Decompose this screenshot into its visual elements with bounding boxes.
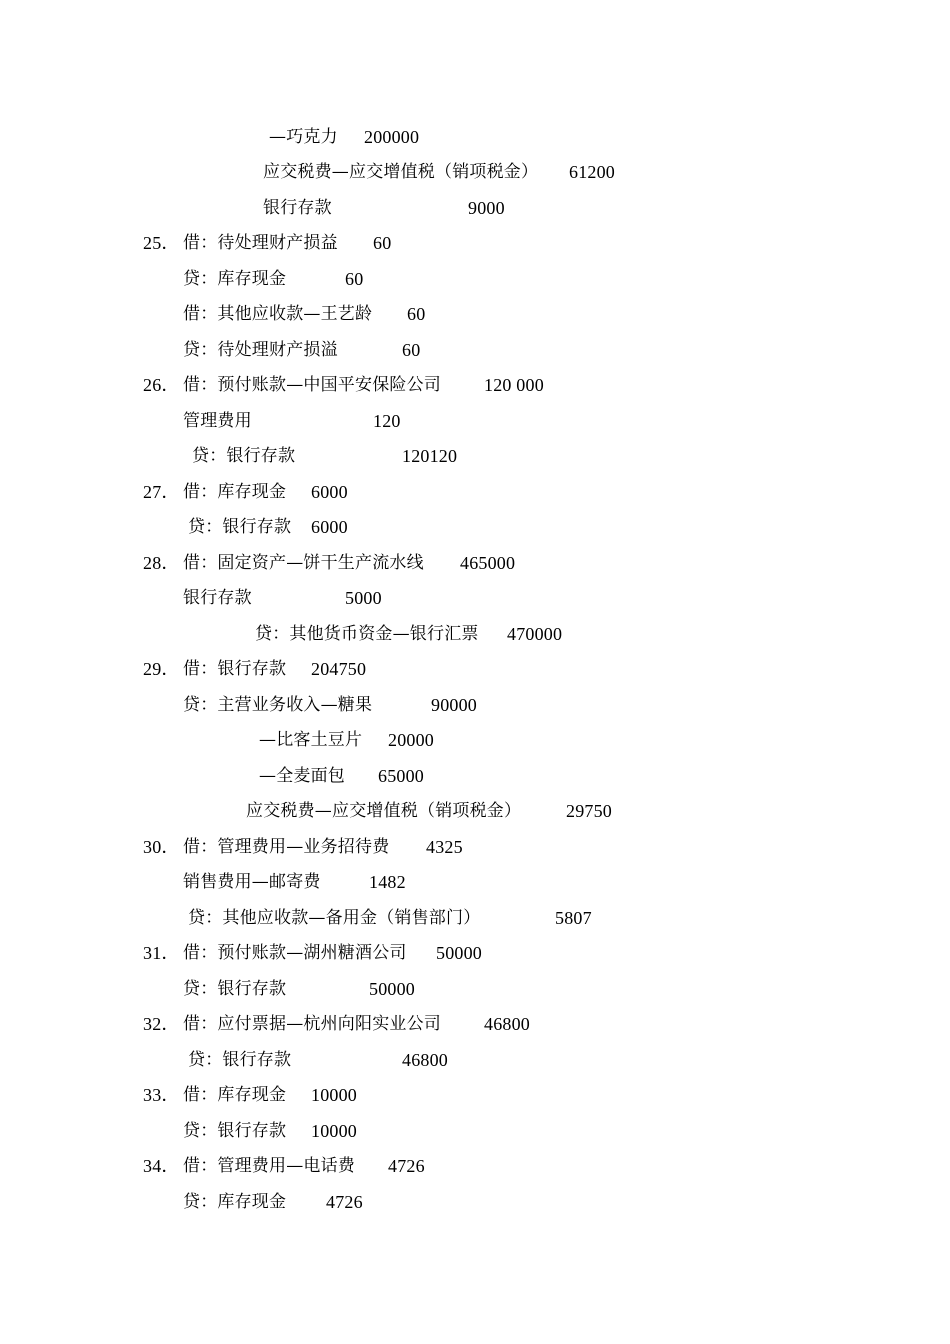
- entry-line: [269, 126, 338, 148]
- entry-text: 贷：银行存款: [183, 979, 287, 999]
- entry-amount: 465000: [460, 553, 516, 573]
- entry-amount: 200000: [364, 127, 420, 147]
- entry-amount: 120 000: [484, 375, 544, 395]
- entry-text: 借：管理费用—电话费: [183, 1156, 355, 1176]
- entry-amount: 1482: [369, 872, 406, 892]
- entry-amount: 4726: [326, 1192, 363, 1212]
- entry-number: 33．: [143, 1085, 180, 1105]
- entry-amount: 50000: [369, 979, 415, 999]
- entry-amount: 60: [345, 269, 364, 289]
- entry-number: 34．: [143, 1156, 180, 1176]
- entry-number: 30．: [143, 837, 180, 857]
- entry-amount: 120: [373, 411, 401, 431]
- entry-text: 借：其他应收款—王艺龄: [183, 304, 373, 324]
- entry-amount: 90000: [431, 695, 477, 715]
- entry-text: 借：银行存款: [183, 659, 287, 679]
- entry-amount: 60: [407, 304, 426, 324]
- entry-amount: 120120: [402, 446, 458, 466]
- entry-number: 32．: [143, 1014, 180, 1034]
- entry-text: 贷：银行存款: [192, 446, 296, 466]
- entry-text: 贷：待处理财产损溢: [183, 340, 338, 360]
- entry-text: 应交税费—应交增值税（销项税金）: [246, 801, 522, 821]
- entry-amount: 60: [402, 340, 421, 360]
- entry-amount: 61200: [569, 162, 615, 182]
- entry-amount: 9000: [468, 198, 505, 218]
- entry-text: 贷：主营业务收入—糖果: [183, 695, 373, 715]
- entry-number: 25．: [143, 233, 180, 253]
- entry-text: 贷：银行存款: [188, 517, 292, 537]
- entry-text: 应交税费—应交增值税（销项税金）: [263, 162, 539, 182]
- entry-amount: 46800: [402, 1050, 448, 1070]
- entry-amount: 10000: [311, 1085, 357, 1105]
- entry-text: 借：管理费用—业务招待费: [183, 837, 390, 857]
- entry-text: —全麦面包: [259, 766, 345, 786]
- entry-text: 借：应付票据—杭州向阳实业公司: [183, 1014, 441, 1034]
- entry-text: 借：库存现金: [183, 1085, 287, 1105]
- entry-amount: 470000: [507, 624, 563, 644]
- entry-number: 26．: [143, 375, 180, 395]
- entry-number: 31．: [143, 943, 180, 963]
- entry-text: 销售费用—邮寄费: [183, 872, 321, 892]
- entry-amount: 60: [373, 233, 392, 253]
- entry-text: 贷：银行存款: [188, 1050, 292, 1070]
- entry-number: 29．: [143, 659, 180, 679]
- entry-amount: 46800: [484, 1014, 530, 1034]
- entry-amount: 4726: [388, 1156, 425, 1176]
- entry-amount: 204750: [311, 659, 367, 679]
- entry-text: 银行存款: [263, 198, 332, 218]
- entry-amount: 50000: [436, 943, 482, 963]
- entry-text: 借：预付账款—湖州糖酒公司: [183, 943, 407, 963]
- entry-text: 贷：其他货币资金—银行汇票: [255, 624, 479, 644]
- entry-amount: 5000: [345, 588, 382, 608]
- entry-amount: 10000: [311, 1121, 357, 1141]
- entry-text: 借：库存现金: [183, 482, 287, 502]
- entry-amount: 65000: [378, 766, 424, 786]
- entry-text: —比客土豆片: [259, 730, 363, 750]
- entry-amount: 6000: [311, 517, 348, 537]
- entry-text: 借：预付账款—中国平安保险公司: [183, 375, 441, 395]
- entry-number: 27．: [143, 482, 180, 502]
- entry-text: 管理费用: [183, 411, 252, 431]
- entry-text: 贷：银行存款: [183, 1121, 287, 1141]
- entry-text: 贷：库存现金: [183, 1192, 287, 1212]
- entry-amount: 4325: [426, 837, 463, 857]
- entry-text: 借：固定资产—饼干生产流水线: [183, 553, 424, 573]
- entry-amount: 20000: [388, 730, 434, 750]
- entry-text: 贷：其他应收款—备用金（销售部门）: [188, 908, 481, 928]
- entry-amount: 29750: [566, 801, 612, 821]
- entry-text: 贷：库存现金: [183, 269, 287, 289]
- entry-text: —巧克力: [269, 127, 338, 147]
- entry-amount: 5807: [555, 908, 592, 928]
- entry-number: 28．: [143, 553, 180, 573]
- entry-amount: 6000: [311, 482, 348, 502]
- entry-text: 银行存款: [183, 588, 252, 608]
- entry-text: 借：待处理财产损益: [183, 233, 338, 253]
